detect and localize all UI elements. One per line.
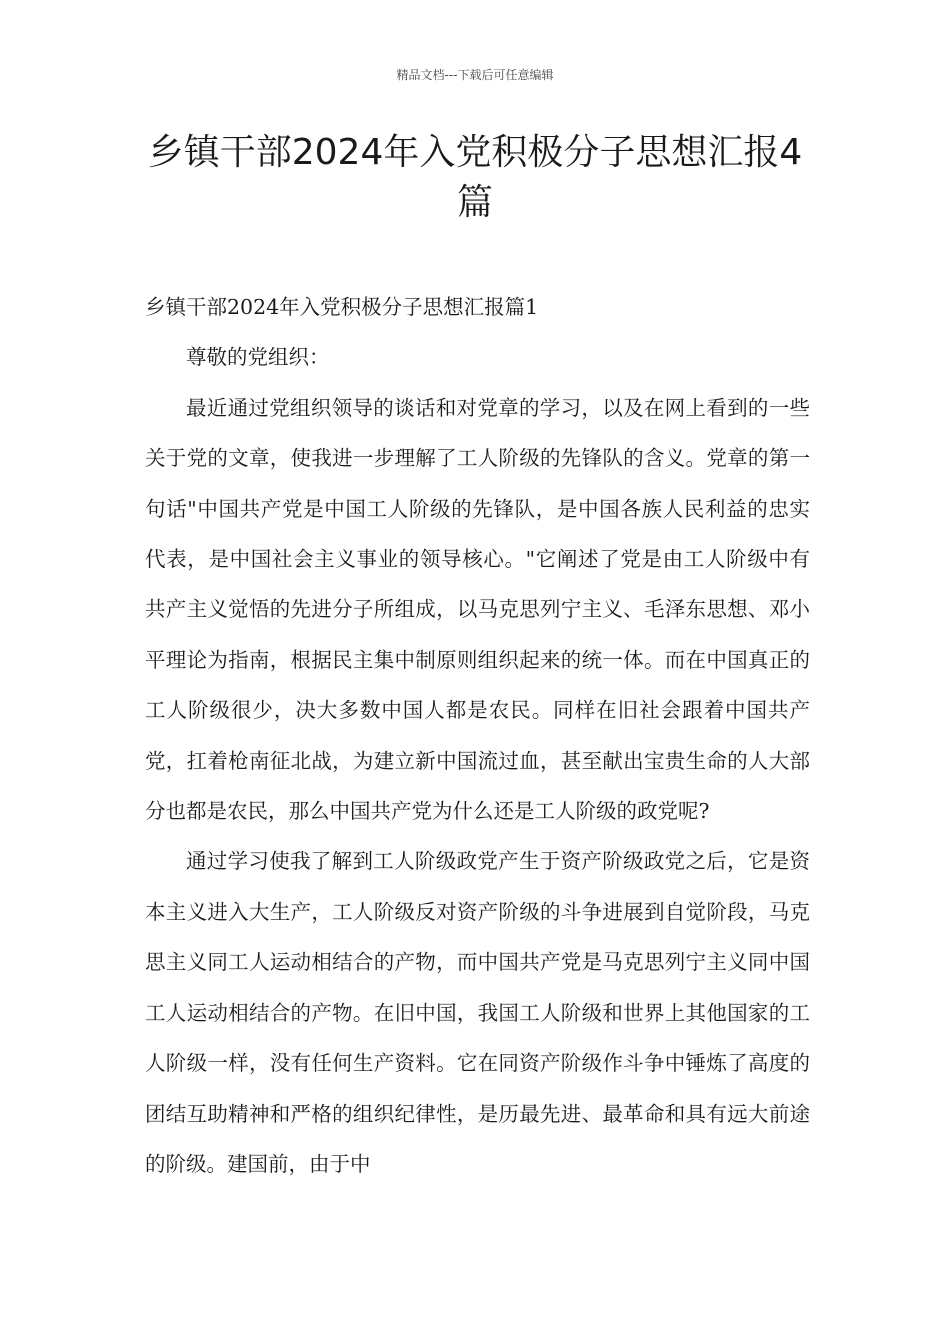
document-title: 乡镇干部2024年入党积极分子思想汇报4篇 [147, 132, 803, 223]
paragraph: 最近通过党组织领导的谈话和对党章的学习，以及在网上看到的一些关于党的文章，使我进一步理解了工人阶级的先锋队的含义。党章的第一句话"中国共产党是中国工人阶级的先锋队，是中国各族人民利益的忠实代表，是中国社会主义事业的领导核心。"它阐述了党是由工人阶级中有共产主义觉悟的先进分子所组成，以马克思列宁主义、毛泽东思想、邓小平理论为指南，根据民主集中制原则组织起来的统一体。而在中国真正的工人阶级很少，决大多数中国人都是农民。同样在旧社会跟着中国共产党，扛着枪南征北战，为建立新中国流过血，甚至献出宝贵生命的人大部分也都是农民，那么中国共产党为什么还是工人阶级的政党呢? [145, 395, 810, 824]
document-body [145, 282, 810, 1189]
header-note: 精品文档---下载后可任意编辑 [396, 68, 554, 82]
salutation: 尊敬的党组织： [186, 345, 330, 370]
section-title: 乡镇干部2024年入党积极分子思想汇报篇1 [145, 295, 539, 319]
paragraph: 通过学习使我了解到工人阶级政党产生于资产阶级政党之后，它是资本主义进入大生产，工人阶级反对资产阶级的斗争进展到自觉阶段，马克思主义同工人运动相结合的产物，而中国共产党是马克思列宁主义同中国工人运动相结合的产物。在旧中国，我国工人阶级和世界上其他国家的工人阶级一样，没有任何生产资料。它在同资产阶级作斗争中锤炼了高度的团结互助精神和严格的组织纪律性，是历最先进、最革命和具有远大前途的阶级。建国前，由于中 [145, 849, 810, 1176]
